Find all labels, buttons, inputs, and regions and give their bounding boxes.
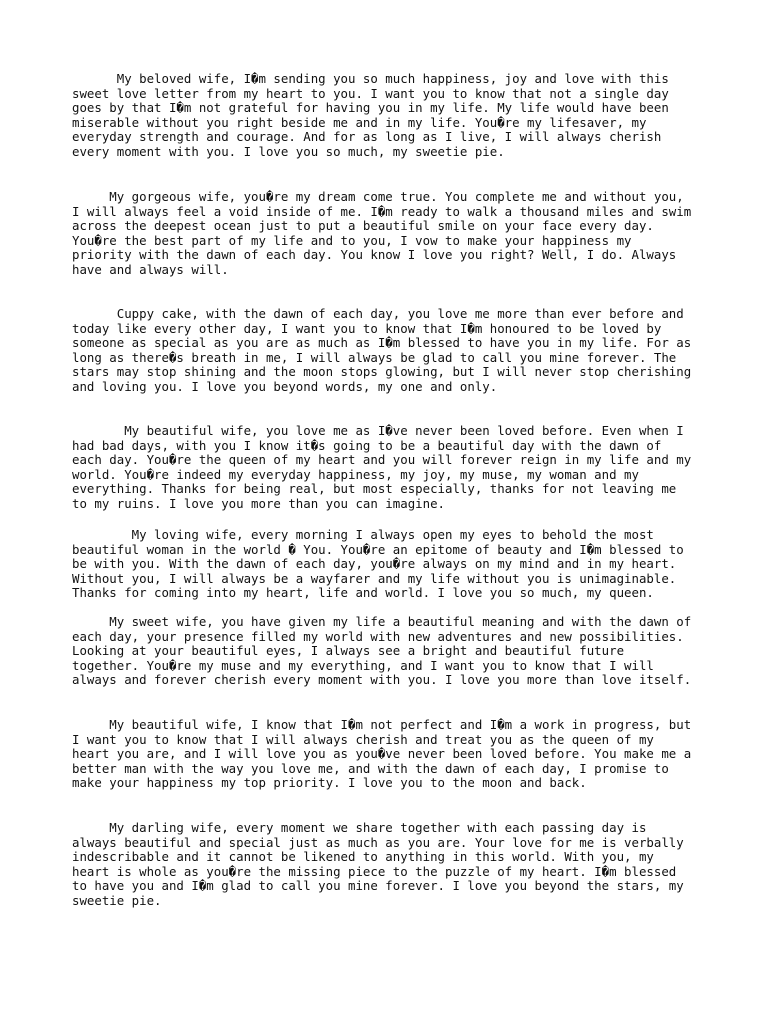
paragraph-beloved-wife: My beloved wife, I�m sending you so much happiness, joy and love with this sweet love letter from my heart to you. I want you to know that not a single day goes by that I�m not grateful for having you in my life. My life would have been miserable without you right beside me and in my life. You�re my lifesaver, my everyday strength and courage. And for as long as I live, I will always cherish every moment with you. I love you so much, my sweetie pie. <box>72 71 669 159</box>
paragraph-gorgeous-wife: My gorgeous wife, you�re my dream come true. You complete me and without you, I will always feel a void inside of me. I�m ready to walk a thousand miles and swim across the deepest ocean just to put a beautiful smile on your face every day. You�re the best part of my life and to you, I vow to make your happiness my priority with the dawn of each day. You know I love you right? Well, I do. Always have and always will. <box>72 189 692 277</box>
paragraph-darling-wife: My darling wife, every moment we share together with each passing day is always beautiful and special just as much as you are. Your love for me is verbally indescribable and it cannot be likened to anything in this world. With you, my heart is whole as you�re the missing piece to the puzzle of my heart. I�m blessed to have you and I�m glad to call you mine forever. I love you beyond the stars, my sweetie pie. <box>72 820 684 908</box>
paragraph-cuppy-cake: Cuppy cake, with the dawn of each day, you love me more than ever before and today like every other day, I want you to know that I�m honoured to be loved by someone as special as you are as much as I�m blessed to have you in my life. For as long as there�s breath in me, I will always be glad to call you mine forever. The stars may stop shining and the moon stops glowing, but I will never stop cherishing and loving you. I love you beyond words, my one and only. <box>72 306 692 394</box>
paragraph-loving-wife: My loving wife, every morning I always open my eyes to behold the most beautiful woman in the world � You. You�re an epitome of beauty and I�m blessed to be with you. With the dawn of each day, you�re always on my mind and in my heart. Without you, I will always be a wayfarer and my life without you is unimaginable. Thanks for coming into my heart, life and world. I love you so much, my queen. <box>72 527 684 601</box>
paragraph-beautiful-wife-loved: My beautiful wife, you love me as I�ve never been loved before. Even when I had bad days, with you I know it�s going to be a beautiful day with the dawn of each day. You�re the queen of my heart and you will forever reign in my life and my world. You�re indeed my everyday happiness, my joy, my muse, my woman and my everything. Thanks for being real, but most especially, thanks for not leaving me to my ruins. I love you more than you can imagine. <box>72 423 692 511</box>
paragraph-beautiful-wife-progress: My beautiful wife, I know that I�m not perfect and I�m a work in progress, but I want you to know that I will always cherish and treat you as the queen of my heart you are, and I will love you as you�ve never been loved before. You make me a better man with the way you love me, and with the dawn of each day, I promise to make your happiness my top priority. I love you to the moon and back. <box>72 717 692 791</box>
paragraph-sweet-wife: My sweet wife, you have given my life a beautiful meaning and with the dawn of each day, your presence filled my world with new adventures and new possibilities. Looking at your beautiful eyes, I always see a bright and beautiful future together. You�re my muse and my everything, and I want you to know that I will always and forever cherish every moment with you. I love you more than love itself. <box>72 614 692 688</box>
